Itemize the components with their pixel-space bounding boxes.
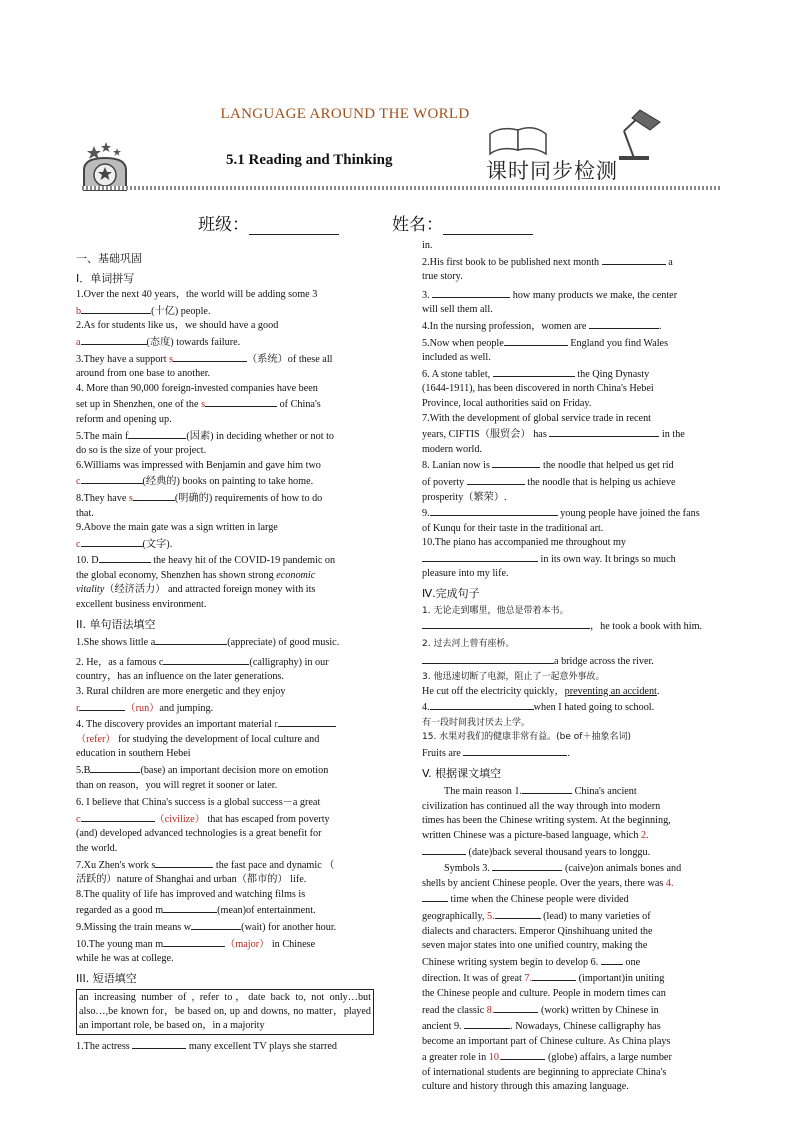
passage-line: seven major states into one unified country, making the xyxy=(422,940,648,952)
passage-line: time when the Chinese people were divided xyxy=(422,891,722,908)
page-title: LANGUAGE AROUND THE WORLD xyxy=(220,106,470,122)
answer-blank[interactable] xyxy=(205,396,277,407)
passage-line: (date)back several thousand years to longgu. xyxy=(422,844,722,861)
question: while he was at college. xyxy=(76,953,174,965)
class-label: 班级： xyxy=(198,215,249,235)
question: 2. 过去河上曾有座桥。 xyxy=(422,638,515,649)
question: c （civilize） that has escaped from poverty xyxy=(76,811,374,828)
question: that. xyxy=(76,507,94,519)
answer-blank[interactable] xyxy=(601,954,623,965)
question: 4. More than 90,000 foreign-invested companies have been xyxy=(76,382,318,394)
brand-title: 课时同步检测 xyxy=(486,159,618,183)
question: 7.Xu Zhen's work s the fast pace and dynamic （ xyxy=(76,857,374,874)
question: 6.Williams was impressed with Benjamin and gave him two xyxy=(76,459,321,471)
answer-blank[interactable] xyxy=(549,426,659,437)
question: 4.In the nursing profession，women are . xyxy=(422,318,722,335)
part-spelling: I．单词拼写 xyxy=(76,271,135,285)
question: 10.The young man m （major） in Chinese xyxy=(76,936,374,953)
question: 7.With the development of global service trade in recent xyxy=(422,412,652,424)
question: country，has an influence on the later generations. xyxy=(76,671,284,683)
answer-blank[interactable] xyxy=(163,902,217,913)
answer-blank[interactable] xyxy=(132,1038,186,1049)
question: 6. A stone tablet, the Qing Dynasty xyxy=(422,366,722,383)
answer-blank[interactable] xyxy=(81,536,143,547)
passage-line: become an important part of Chinese culture. As China plays xyxy=(422,1035,671,1047)
question: 活跃的）nature of Shanghai and urban（都市的） life. xyxy=(76,874,307,886)
passage-line: culture and history through this amazing language. xyxy=(422,1081,629,1093)
question: 10. D the heavy hit of the COVID-19 pandemic on xyxy=(76,552,374,569)
passage-line: the Chinese people and culture. People in modern times can xyxy=(422,987,666,999)
answer-blank[interactable] xyxy=(163,654,249,665)
answer-blank[interactable] xyxy=(81,473,143,484)
question: 8. Lanian now is the noodle that helped us get rid xyxy=(422,457,722,474)
answer-blank[interactable] xyxy=(589,318,659,329)
question: 3. 他迅速切断了电源，阻止了一起意外事故。 xyxy=(422,672,605,683)
answer-blank[interactable] xyxy=(173,351,247,362)
answer-blank[interactable] xyxy=(155,634,227,645)
question: of Kunqu for their taste in the traditional art. xyxy=(422,522,604,534)
answer-blank[interactable] xyxy=(133,490,175,501)
question: vitality（经济活力） and attracted foreign money with its xyxy=(76,584,316,596)
question: education in southern Hebei xyxy=(76,748,191,760)
question: than on reason，you will regret it sooner or later. xyxy=(76,779,278,791)
question: 5.B (base) an important decision more on emotion xyxy=(76,762,374,779)
answer-blank[interactable] xyxy=(430,699,534,710)
passage-line: The main reason 1. China's ancient xyxy=(422,783,722,800)
passage-line: civilization has continued all the way through into modern xyxy=(422,800,661,812)
desk-lamp-icon xyxy=(484,106,674,161)
answer-blank[interactable] xyxy=(464,1018,510,1029)
question: true story. xyxy=(422,271,463,283)
answer-blank[interactable] xyxy=(79,700,125,711)
question: 1.Over the next 40 years，the world will be adding some 3 xyxy=(76,289,318,301)
question: 1.The actress many excellent TV plays she starred xyxy=(76,1038,374,1055)
answer-blank[interactable] xyxy=(495,908,541,919)
answer-blank[interactable] xyxy=(90,762,140,773)
answer-blank[interactable] xyxy=(492,457,540,468)
passage-line: Symbols 3. (caive)on animals bones and xyxy=(422,860,722,877)
question: in its own way. It brings so much xyxy=(422,551,722,568)
question: 4. The discovery provides an important material r xyxy=(76,716,374,733)
question: a (态度) towards failure. xyxy=(76,334,374,351)
answer-blank[interactable] xyxy=(191,919,241,930)
question: 10.The piano has accompanied me throughout my xyxy=(422,537,626,549)
passage-line: shells by ancient Chinese people. Over the years, there was 4. xyxy=(422,877,674,889)
passage-line: written Chinese was a picture-based language, which 2. xyxy=(422,829,649,841)
question: regarded as a good m (mean)of entertainment. xyxy=(76,902,374,919)
answer-blank[interactable] xyxy=(422,551,538,562)
class-field[interactable] xyxy=(198,210,339,235)
section-basic: 一、基础巩固 xyxy=(76,252,142,265)
passage-line: direction. It was of great 7. (important)in uniting xyxy=(422,970,722,987)
answer-blank[interactable] xyxy=(493,366,575,377)
passage-line: geographically, 5. (lead) to many varieties of xyxy=(422,908,722,925)
question: 6. I believe that China's success is a global success－a great xyxy=(76,797,321,809)
question: a bridge across the river. xyxy=(422,653,722,670)
question: 5.The main f (因素) in deciding whether or not to xyxy=(76,428,374,445)
question: 1.She shows little a (appreciate) of good music. xyxy=(76,634,374,651)
answer-blank[interactable] xyxy=(128,428,186,439)
question: c (文字). xyxy=(76,536,374,553)
question: prosperity（繁荣）. xyxy=(422,491,507,503)
answer-blank[interactable] xyxy=(430,505,558,516)
question: 9.Above the main gate was a sign written in large xyxy=(76,522,278,534)
answer-blank[interactable] xyxy=(422,891,448,902)
left-column xyxy=(76,248,374,1055)
question: 有一段时间我讨厌去上学。 xyxy=(422,717,531,728)
passage-line: read the classic 8. (work) written by Chinese in xyxy=(422,1002,722,1019)
question: 3.They have a support s （系统）of these all xyxy=(76,351,374,368)
answer-blank[interactable] xyxy=(422,653,554,664)
answer-blank[interactable] xyxy=(81,811,155,822)
question: included as well. xyxy=(422,352,491,364)
question: 8.The quality of life has improved and watching films is xyxy=(76,888,306,900)
class-blank[interactable] xyxy=(249,216,339,235)
question: (and) developed advanced technologies is a great benefit for xyxy=(76,828,322,840)
question: around from one base to another. xyxy=(76,368,211,380)
name-blank[interactable] xyxy=(443,216,533,235)
answer-blank[interactable] xyxy=(81,303,151,314)
header-divider xyxy=(82,186,722,190)
question: in. xyxy=(422,240,433,251)
answer-blank[interactable] xyxy=(463,745,567,756)
question: 3. how many products we make, the center xyxy=(422,287,722,304)
question: of poverty the noodle that is helping us achieve xyxy=(422,474,722,491)
question: （refer） for studying the development of local culture and xyxy=(76,733,320,745)
answer-blank[interactable] xyxy=(81,334,147,345)
answer-blank[interactable] xyxy=(155,857,213,868)
question: 3. Rural children are more energetic and they enjoy xyxy=(76,686,286,698)
question: 2.As for students like us，we should have a good xyxy=(76,320,279,332)
passage-line: times has been the Chinese writing system. At the beginning, xyxy=(422,815,671,827)
answer-blank[interactable] xyxy=(278,716,336,727)
name-field[interactable] xyxy=(392,210,533,235)
question: 8.They have s (明确的) requirements of how to do xyxy=(76,490,374,507)
question: excellent business environment. xyxy=(76,599,207,611)
answer-blank[interactable] xyxy=(532,970,576,981)
question: 4. when I hated going to school. xyxy=(422,699,722,716)
question: modern world. xyxy=(422,443,482,455)
answer-blank[interactable] xyxy=(501,1049,545,1060)
answer-blank[interactable] xyxy=(432,287,510,298)
question: set up in Shenzhen, one of the s of China's xyxy=(76,396,374,413)
answer-blank[interactable] xyxy=(99,552,151,563)
question: 5.Now when people England you find Wales xyxy=(422,335,722,352)
passage-line: Chinese writing system begin to develop 6. one xyxy=(422,954,722,971)
answer-blank[interactable] xyxy=(522,783,572,794)
question: 9.Missing the train means w (wait) for another hour. xyxy=(76,919,374,936)
question: (1644-1911), has been discovered in north China's Hebei xyxy=(422,383,654,395)
right-column xyxy=(422,239,722,1095)
question: Province, local authorities said on Friday. xyxy=(422,397,592,409)
answer-blank[interactable] xyxy=(467,474,525,485)
question: 9. young people have joined the fans xyxy=(422,505,722,522)
question: 2.His first book to be published next month a xyxy=(422,254,722,271)
question: will sell them all. xyxy=(422,304,493,316)
question: He cut off the electricity quickly，preventing an accident. xyxy=(422,685,660,697)
answer-blank[interactable] xyxy=(494,1002,538,1013)
question: Fruits are . xyxy=(422,745,722,762)
question: reform and opening up. xyxy=(76,413,172,425)
question: b (十亿) people. xyxy=(76,303,374,320)
lesson-subtitle: 5.1 Reading and Thinking xyxy=(226,152,393,168)
answer-blank[interactable] xyxy=(602,254,666,265)
question: 2. He，as a famous c (calligraphy) in our xyxy=(76,654,374,671)
question: the global economy, Shenzhen has shown strong economic xyxy=(76,569,316,581)
answer-blank[interactable] xyxy=(422,844,466,855)
question: pleasure into my life. xyxy=(422,568,509,580)
part-phrases: III. 短语填空 xyxy=(76,971,137,985)
phrase-box: an increasing number of , refer to，date back to, not only…but also…,be known for，be based on, up and downs, no matter，played an important role, be based on，in a majority xyxy=(76,989,374,1035)
part-text-fill: V. 根据课文填空 xyxy=(422,766,502,780)
answer-blank[interactable] xyxy=(492,860,562,871)
answer-blank[interactable] xyxy=(422,618,590,629)
passage-line: a greater role in 10. (globe) affairs, a large number xyxy=(422,1049,722,1066)
answer-blank[interactable] xyxy=(163,936,225,947)
part-sentences: Ⅳ.完成句子 xyxy=(422,587,480,601)
name-label: 姓名： xyxy=(392,215,443,235)
question: 1. 无论走到哪里，他总是带着本书。 xyxy=(422,605,569,616)
passage-line: ancient 9. . Nowadays, Chinese calligraphy has xyxy=(422,1018,722,1035)
question: the world. xyxy=(76,842,118,854)
passage-line: dialects and characters. Emperor Qinshihuang united the xyxy=(422,925,653,937)
passage-line: of international students are beginning to appreciate China's xyxy=(422,1066,667,1078)
question: c (经典的) books on painting to take home. xyxy=(76,473,374,490)
question: ，he took a book with him. xyxy=(422,618,722,635)
question: r （run）and jumping. xyxy=(76,700,374,717)
question: 15. 水果对我们的健康非常有益。(be of＋抽象名词) xyxy=(422,732,631,743)
part-grammar: II. 单句语法填空 xyxy=(76,617,156,631)
answer-blank[interactable] xyxy=(504,335,568,346)
question: years, CIFTIS（服贸会） has in the xyxy=(422,426,722,443)
question: do so is the size of your project. xyxy=(76,445,207,457)
